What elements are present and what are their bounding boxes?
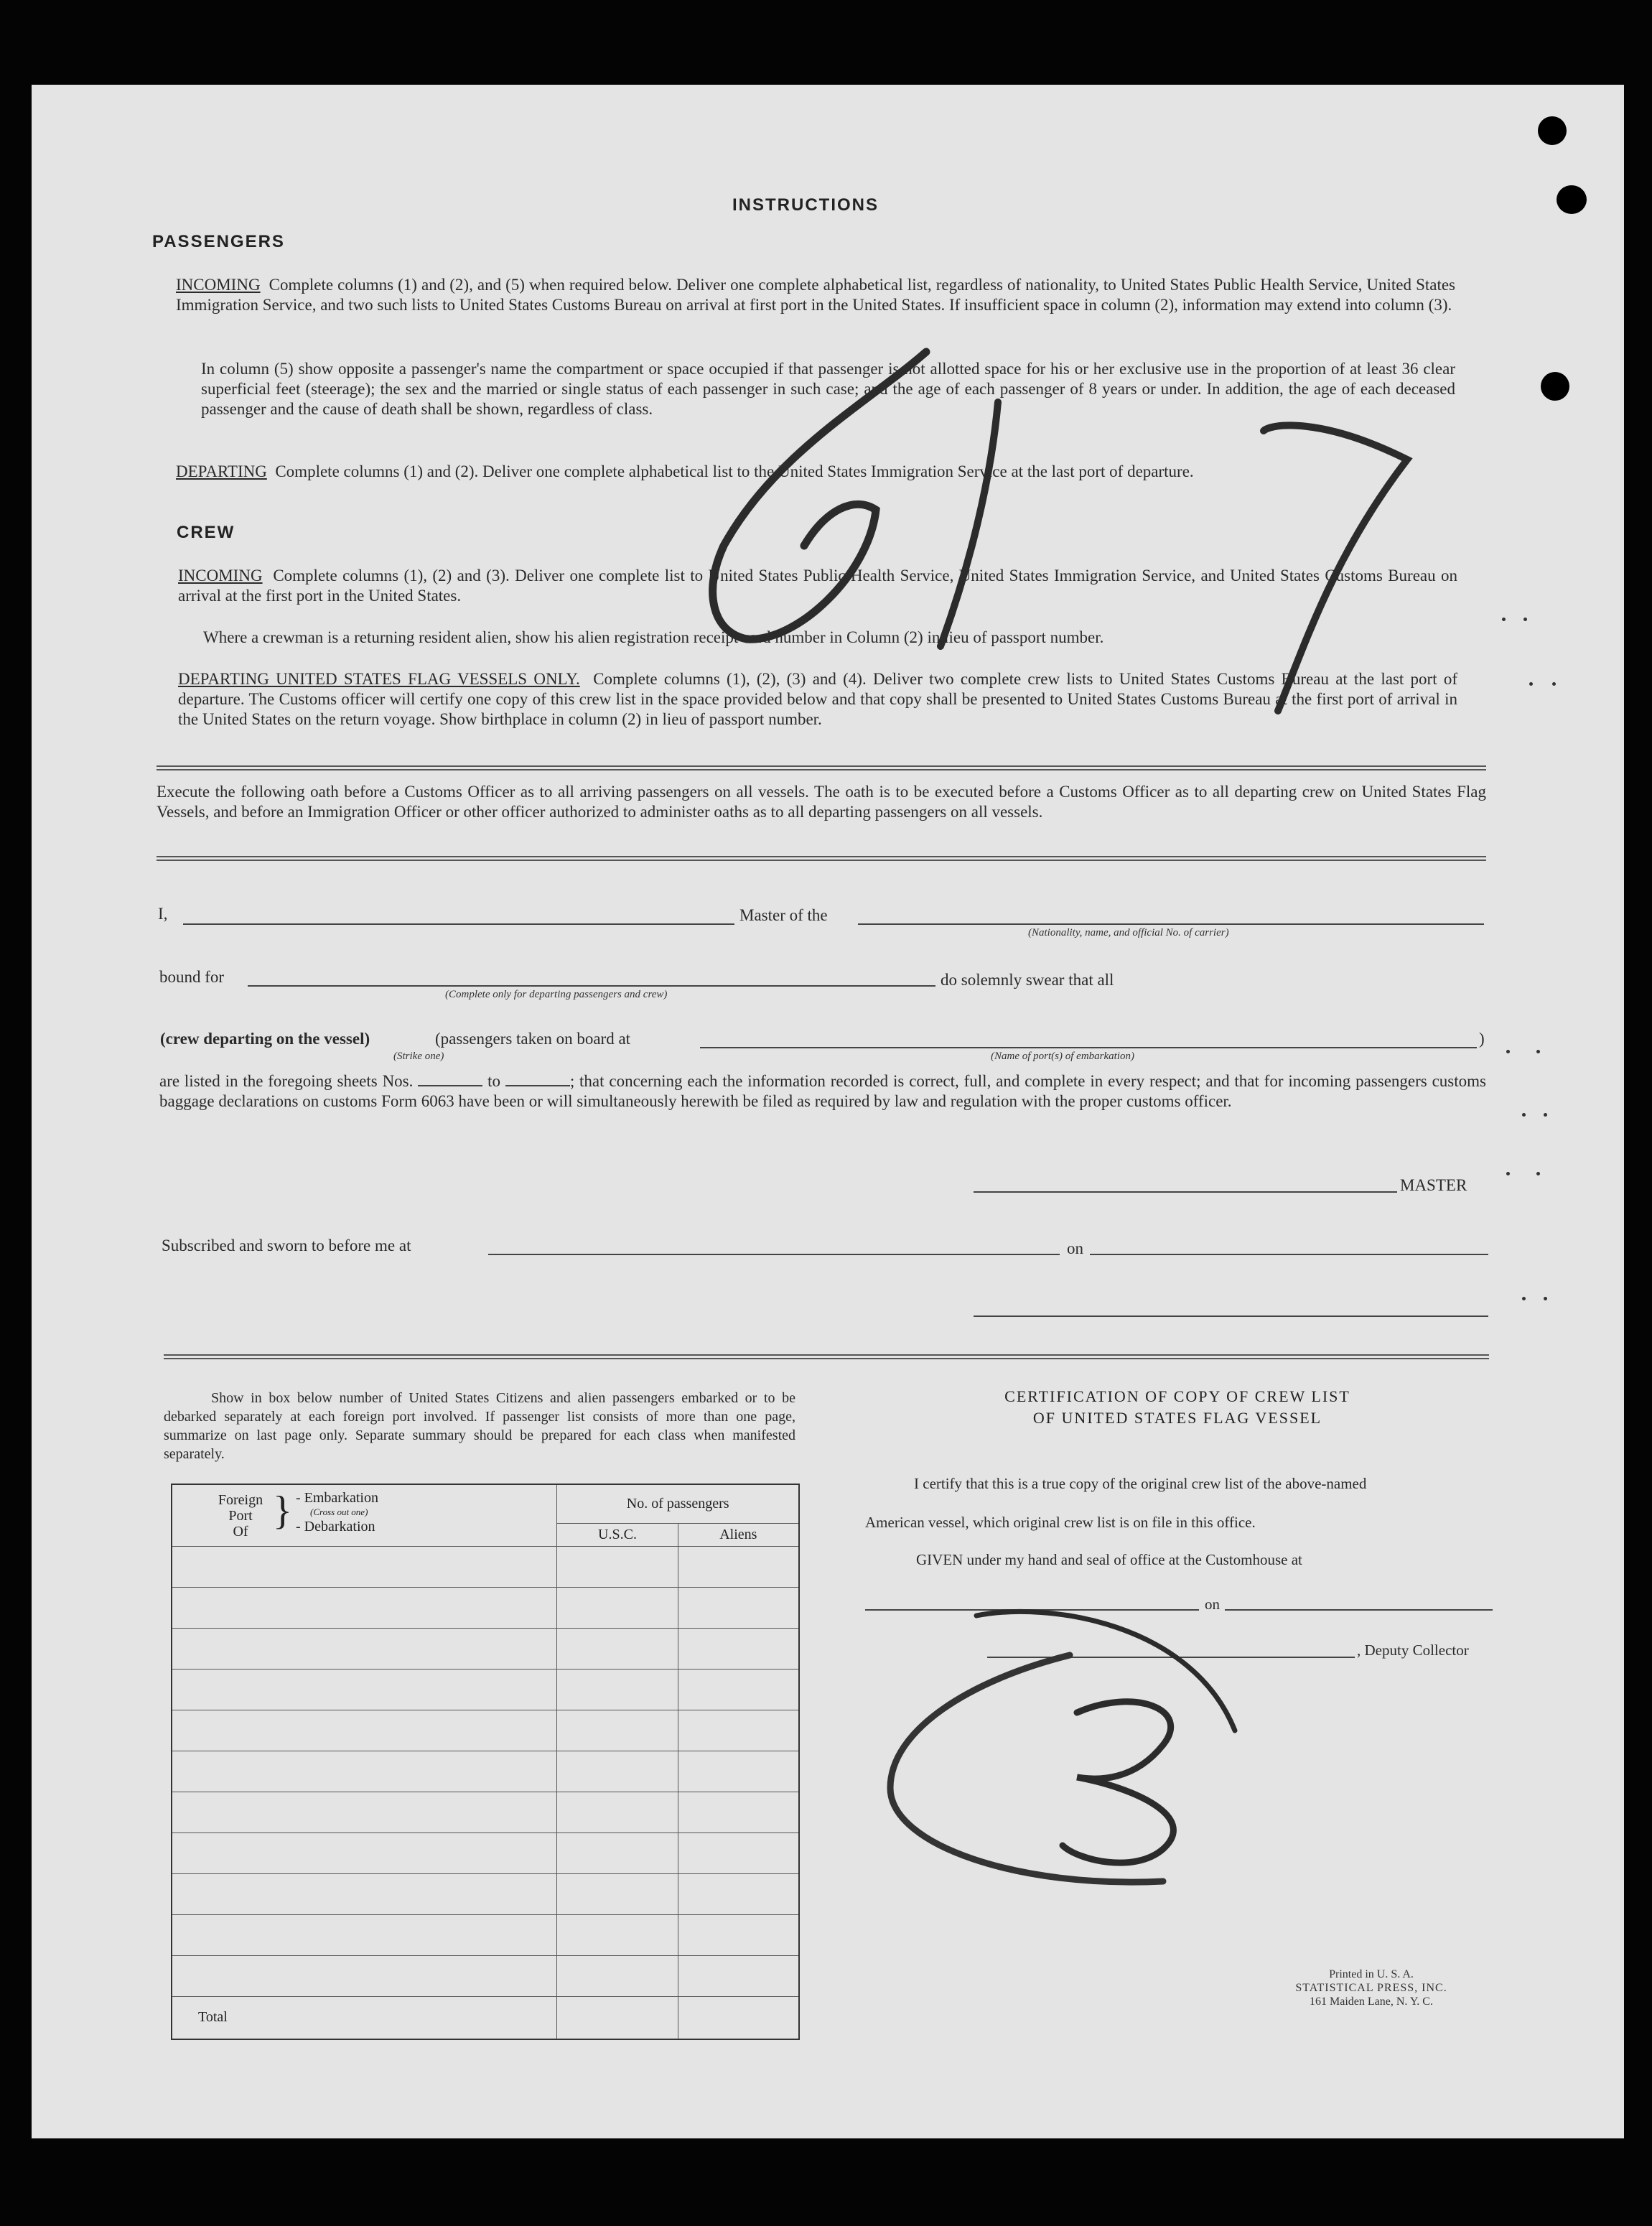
oath-instruction: Execute the following oath before a Customs Officer as to all arriving passengers on all vessels. The oath is to be executed before a Customs Officer as to all departing crew on United States Flag Vessels, and before an Immigration Officer or other officer authorized to administer oaths as to all departing passengers on all vessels. bbox=[157, 783, 1486, 821]
port-cell[interactable] bbox=[172, 1546, 557, 1587]
oath-i-label: I, bbox=[158, 905, 168, 923]
printer-line: Printed in U. S. A. bbox=[1329, 1968, 1414, 1980]
embarkation-port-field[interactable] bbox=[700, 1047, 1477, 1048]
margin-dot bbox=[1523, 618, 1527, 621]
margin-dot bbox=[1552, 682, 1556, 686]
usc-cell[interactable] bbox=[557, 1587, 678, 1628]
punch-hole bbox=[1557, 185, 1587, 214]
passengers-incoming-label: INCOMING bbox=[176, 276, 261, 294]
usc-cell[interactable] bbox=[557, 1914, 678, 1955]
usc-cell[interactable] bbox=[557, 1628, 678, 1669]
aliens-cell[interactable] bbox=[678, 1873, 799, 1914]
usc-cell[interactable] bbox=[557, 1873, 678, 1914]
sheet-to-field[interactable] bbox=[505, 1072, 570, 1086]
aliens-header: Aliens bbox=[678, 1523, 799, 1546]
table-row bbox=[172, 1873, 799, 1914]
debarkation-option[interactable]: - Debarkation bbox=[296, 1519, 375, 1535]
table-row bbox=[172, 1792, 799, 1833]
master-of-the-label: Master of the bbox=[739, 906, 828, 924]
margin-dot bbox=[1522, 1113, 1526, 1117]
port-cell[interactable] bbox=[172, 1792, 557, 1833]
brace-icon: } bbox=[273, 1489, 292, 1533]
port-header-line: Foreign bbox=[218, 1492, 263, 1508]
master-signature-field[interactable] bbox=[974, 1191, 1397, 1193]
crew-resident: Where a crewman is a returning resident alien, show his alien registration receipt card number in Column (2) in lieu of passport number. bbox=[203, 628, 1104, 646]
aliens-cell[interactable] bbox=[678, 1751, 799, 1792]
listed-rest: ; that concerning each the information recorded is correct, full, and complete in every respect; and that for incoming passengers customs baggage declarations on customs Form 6063 have been or will simultaneously herewith be filed as required by law and regulation with the proper customs officer. bbox=[159, 1072, 1486, 1110]
listed-prefix: are listed in the foregoing sheets Nos. bbox=[159, 1072, 414, 1090]
port-header-line: Port bbox=[228, 1508, 253, 1524]
aliens-cell[interactable] bbox=[678, 1914, 799, 1955]
margin-dot bbox=[1506, 1172, 1510, 1175]
usc-cell[interactable] bbox=[557, 1669, 678, 1710]
port-column-header bbox=[172, 1484, 557, 1546]
port-cell[interactable] bbox=[172, 1914, 557, 1955]
table-row bbox=[172, 1955, 799, 1996]
strike-one-caption: (Strike one) bbox=[393, 1051, 444, 1062]
margin-dot bbox=[1529, 682, 1533, 686]
certification-on-label: on bbox=[1205, 1596, 1220, 1613]
cross-out-caption: (Cross out one) bbox=[310, 1506, 368, 1517]
usc-cell[interactable] bbox=[557, 1833, 678, 1873]
certification-title-line: CERTIFICATION OF COPY OF CREW LIST bbox=[1004, 1387, 1350, 1405]
margin-dot bbox=[1544, 1297, 1547, 1300]
margin-dot bbox=[1536, 1050, 1540, 1053]
crew-title: CREW bbox=[177, 523, 235, 542]
margin-dot bbox=[1502, 618, 1506, 621]
aliens-cell[interactable] bbox=[678, 1546, 799, 1587]
crew-departing-option[interactable]: (crew departing on the vessel) bbox=[160, 1030, 370, 1048]
usc-cell[interactable] bbox=[557, 1710, 678, 1751]
usc-cell[interactable] bbox=[557, 1751, 678, 1792]
usc-cell[interactable] bbox=[557, 1546, 678, 1587]
certification-title bbox=[897, 1386, 1457, 1429]
aliens-cell[interactable] bbox=[678, 1628, 799, 1669]
aliens-cell[interactable] bbox=[678, 1955, 799, 1996]
port-cell[interactable] bbox=[172, 1833, 557, 1873]
punch-hole bbox=[1541, 372, 1569, 401]
instructions-heading: INSTRUCTIONS bbox=[732, 195, 879, 215]
port-cell[interactable] bbox=[172, 1710, 557, 1751]
passengers-column5: In column (5) show opposite a passenger's name the compartment or space occupied if that passenger is not allotted space for his or her exclusive use in the proportion of at least 36 clear superficial feet (steerage); the sex and the married or single status of each passenger in such case; and the age of each passenger of 8 years or under. In addition, the age of each deceased passenger and the cause of death shall be shown, regardless of class. bbox=[201, 360, 1455, 418]
margin-dot bbox=[1506, 1050, 1510, 1053]
summary-instruction: Show in box below number of United States Citizens and alien passengers embarked or to be debarked separately at each foreign port involved. If passenger list consists of more than one page, summarize on last page only. Separate summary should be prepared for each class when manifested separately. bbox=[164, 1390, 795, 1462]
crew-departing-label: DEPARTING UNITED STATES FLAG VESSELS ONLY. bbox=[178, 670, 580, 688]
embarkation-option[interactable]: - Embarkation bbox=[296, 1490, 378, 1506]
port-cell[interactable] bbox=[172, 1587, 557, 1628]
master-name-field[interactable] bbox=[183, 923, 734, 925]
sworn-at-field[interactable] bbox=[488, 1254, 1060, 1255]
usc-header: U.S.C. bbox=[557, 1523, 678, 1546]
table-row bbox=[172, 1914, 799, 1955]
table-row bbox=[172, 1546, 799, 1587]
bound-for-field[interactable] bbox=[248, 985, 935, 987]
carrier-field[interactable] bbox=[858, 923, 1484, 925]
table-row bbox=[172, 1587, 799, 1628]
sworn-date-field[interactable] bbox=[1090, 1254, 1488, 1255]
aliens-cell[interactable] bbox=[678, 1710, 799, 1751]
bound-for-label: bound for bbox=[159, 968, 225, 986]
crew-incoming-text: Complete columns (1), (2) and (3). Deliver one complete list to United States Public Health Service, United States Immigration Service, and United States Customs Bureau on arrival at the first port in the United States. bbox=[178, 567, 1458, 605]
margin-dot bbox=[1544, 1113, 1547, 1117]
certification-line3: GIVEN under my hand and seal of office at the Customhouse at bbox=[916, 1551, 1302, 1568]
deputy-collector-label: , Deputy Collector bbox=[1357, 1641, 1469, 1659]
officer-signature-field[interactable] bbox=[974, 1315, 1488, 1317]
certification-line1: I certify that this is a true copy of the original crew list of the above-named bbox=[914, 1475, 1367, 1492]
passenger-summary-table bbox=[171, 1484, 800, 2040]
close-paren: ) bbox=[1479, 1030, 1485, 1048]
total-label: Total bbox=[172, 1996, 557, 2039]
passengers-incoming-text: Complete columns (1) and (2), and (5) when required below. Deliver one complete alphabetical list, regardless of nationality, to United States Public Health Service, United States Immigration Service, and two such lists to United States Customs Bureau on arrival at first port in the United States. If insufficient space in column (2), information may extend into column (3). bbox=[176, 276, 1456, 314]
do-solemnly-text: do solemnly swear that all bbox=[941, 971, 1114, 989]
usc-cell[interactable] bbox=[557, 1792, 678, 1833]
table-row bbox=[172, 1669, 799, 1710]
margin-dot bbox=[1536, 1172, 1540, 1175]
passengers-count-header: No. of passengers bbox=[557, 1484, 799, 1523]
port-cell[interactable] bbox=[172, 1873, 557, 1914]
port-cell[interactable] bbox=[172, 1628, 557, 1669]
sheet-from-field[interactable] bbox=[418, 1072, 482, 1086]
nationality-caption: (Nationality, name, and official No. of carrier) bbox=[1028, 927, 1229, 939]
printer-line: 161 Maiden Lane, N. Y. C. bbox=[1310, 1996, 1433, 2008]
total-usc-cell[interactable] bbox=[557, 1996, 678, 2039]
certification-line2: American vessel, which original crew list is on file in this office. bbox=[865, 1514, 1256, 1531]
margin-dot bbox=[1522, 1297, 1526, 1300]
passengers-incoming bbox=[176, 275, 1455, 315]
port-header-line: Of bbox=[233, 1524, 248, 1540]
crew-incoming-label: INCOMING bbox=[178, 567, 263, 585]
passengers-title: PASSENGERS bbox=[152, 232, 285, 251]
port-cell[interactable] bbox=[172, 1955, 557, 1996]
table-row bbox=[172, 1833, 799, 1873]
aliens-cell[interactable] bbox=[678, 1792, 799, 1833]
passengers-taken-option[interactable]: (passengers taken on board at bbox=[435, 1030, 631, 1048]
sworn-on-label: on bbox=[1067, 1239, 1083, 1257]
aliens-cell[interactable] bbox=[678, 1669, 799, 1710]
complete-only-caption: (Complete only for departing passengers and crew) bbox=[445, 989, 668, 1000]
listed-paragraph bbox=[159, 1071, 1486, 1112]
aliens-cell[interactable] bbox=[678, 1833, 799, 1873]
table-row bbox=[172, 1710, 799, 1751]
certification-title-line: OF UNITED STATES FLAG VESSEL bbox=[1032, 1409, 1322, 1427]
usc-cell[interactable] bbox=[557, 1955, 678, 1996]
divider bbox=[157, 765, 1486, 770]
punch-hole bbox=[1538, 116, 1567, 145]
passengers-departing-label: DEPARTING bbox=[176, 462, 267, 480]
aliens-cell[interactable] bbox=[678, 1587, 799, 1628]
port-caption: (Name of port(s) of embarkation) bbox=[991, 1051, 1134, 1062]
printer-line: STATISTICAL PRESS, INC. bbox=[1295, 1982, 1447, 1994]
handwritten-circled-3 bbox=[862, 1601, 1350, 1917]
divider bbox=[164, 1354, 1489, 1359]
table-row bbox=[172, 1751, 799, 1792]
subscribed-label: Subscribed and sworn to before me at bbox=[162, 1237, 411, 1254]
divider bbox=[157, 856, 1486, 861]
master-label: MASTER bbox=[1400, 1176, 1467, 1194]
printer-imprint bbox=[1264, 1967, 1479, 2008]
passengers-departing-text: Complete columns (1) and (2). Deliver one complete alphabetical list to the United States Immigration Service at the last port of departure. bbox=[275, 462, 1194, 480]
handwritten-number-617 bbox=[689, 337, 1493, 740]
crew-departing-text: Complete columns (1), (2), (3) and (4). Deliver two complete crew lists to United States Customs Bureau at the last port of departure. The Customs officer will certify one copy of this crew list in the space provided below and that copy shall be presented to United States Customs Bureau at the first port of arrival in the United States on the return voyage. Show birthplace in column (2) in lieu of passport number. bbox=[178, 670, 1458, 728]
port-cell[interactable] bbox=[172, 1751, 557, 1792]
port-cell[interactable] bbox=[172, 1669, 557, 1710]
to-word: to bbox=[487, 1072, 500, 1090]
table-row bbox=[172, 1628, 799, 1669]
total-aliens-cell[interactable] bbox=[678, 1996, 799, 2039]
